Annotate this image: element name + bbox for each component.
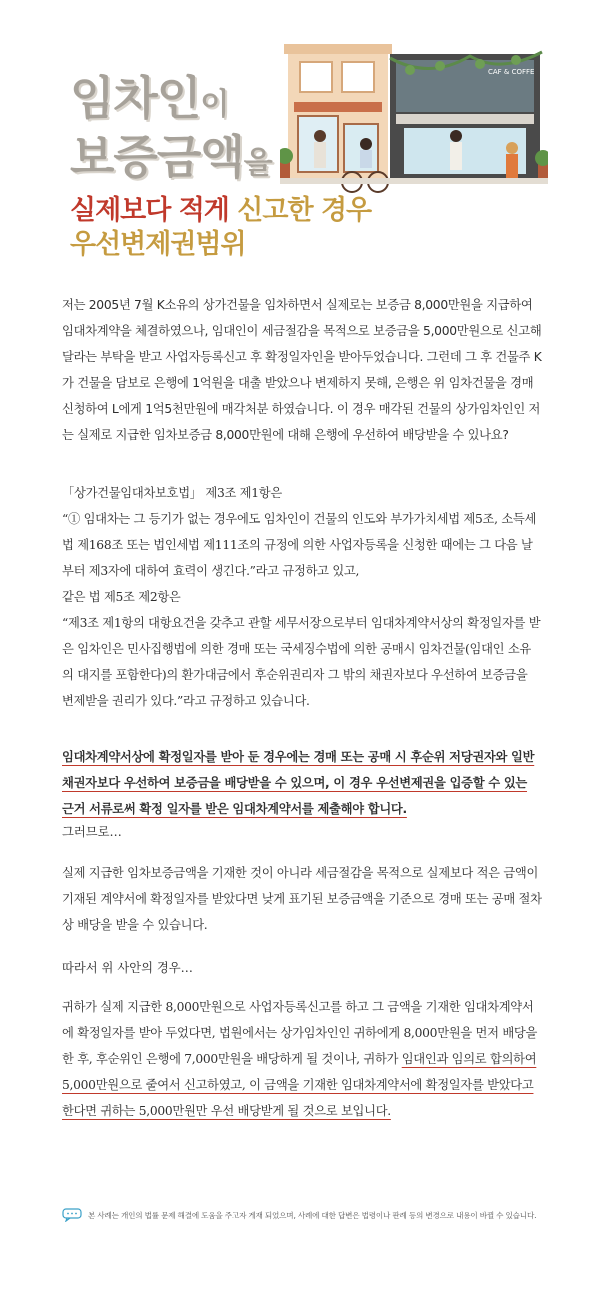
law-line-3: 같은 법 제5조 제2항은 [62, 590, 181, 604]
subtitle-line2: 우선변제권범위 [70, 229, 246, 260]
subtitle [70, 194, 371, 262]
question-paragraph: 저는 2005년 7월 K소유의 상가건물을 임차하면서 실제로는 보증금 8,000만원을 지급하여 임대차계약을 체결하였으나, 임대인이 세금절감을 목적으로 보증금을 5,000만원으로 신고해 달라는 부탁을 받고 사업자등록신고 후 확정일자인을 받아두었습니다. 그런데 그 후 건물주 K가 건물을 담보로 은행에 1억원을 대출 받았으나 변제하지 못해, 은행은 위 임차건물을 경매신청하여 L에게 1억5천만원에 매각처분 하였습니다. 이 경우 매각된 건물의 상가임차인인 저는 실제로 지급한 임차보증금 8,000만원에 대해 은행에 우선하여 배당받을 수 있나요? [62, 298, 542, 442]
speech-bubble-icon [62, 1208, 82, 1222]
case-heading: 따라서 위 사안의 경우… [62, 961, 193, 975]
subtitle-gold: 신고한 경우 [237, 195, 372, 226]
subtitle-red: 실제보다 적게 [70, 195, 238, 226]
main-title [70, 72, 272, 190]
therefore-heading: 그러므로… [62, 825, 122, 839]
conclusion-paragraph: 실제 지급한 임차보증금액을 기재한 것이 아니라 세금절감을 목적으로 실제보다 적은 금액이 기재된 계약서에 확정일자를 받았다면 낮게 표기된 보증금액을 기준으로 경매 또는 공매 절차상 배당을 받을 수 있습니다. [62, 866, 542, 932]
law-line-2: “① 임대차는 그 등기가 없는 경우에도 임차인이 건물의 인도와 부가가치세법 제5조, 소득세법 제168조 또는 법인세법 제111조의 규정에 의한 사업자등록을 신청한 때에는 그 다음 날부터 제3자에 대하여 효력이 생긴다.”라고 규정하고 있고, [62, 512, 537, 578]
title-line2: 보증금액 [70, 130, 244, 184]
law-line-1: 「상가건물임대차보호법」 제3조 제1항은 [62, 486, 282, 500]
title-line2-particle: 을 [243, 146, 272, 181]
cafe-illustration [280, 40, 548, 200]
law-citation [62, 480, 542, 714]
cafe-sign: CAF & COFFE [488, 68, 535, 76]
answer-text-b: 임대인과 임의로 합의하여 5,000만원으로 줄여서 신고하였고, 이 금액을 기재한 임대차계약서에 확정일자를 받았다고 한다면 귀하는 5,000만원만 우선 배당받게 될 것으로 보입니다. [62, 1052, 537, 1118]
footer-note [62, 1208, 536, 1222]
highlight-text: 임대차계약서상에 확정일자를 받아 둔 경우에는 경매 또는 공매 시 후순위 저당권자와 일반채권자보다 우선하여 보증금을 배당받을 수 있으며, 이 경우 우선변제권을 입증할 수 있는 근거 서류로써 확정 일자를 받은 임대차계약서를 제출해야 합니다. [62, 750, 535, 816]
footer-text: 본 사례는 개인의 법률 문제 해결에 도움을 주고자 게재 되었으며, 사례에 대한 답변은 법령이나 판례 등의 변경으로 내용이 바뀔 수 있습니다. [88, 1210, 537, 1220]
answer-text-a: 귀하가 실제 지급한 8,000만원으로 사업자등록신고를 하고 그 금액을 기재한 임대차계약서에 확정일자를 받아 두었다면, 법원에서는 상가임차인인 귀하에게 8,000만원을 먼저 배당을 한 후, 후순위인 은행에 7,000만원을 배당하게 될 것이나, 귀하가 [62, 1000, 538, 1066]
title-line1-particle: 이 [200, 87, 229, 122]
highlight-paragraph [62, 744, 542, 822]
answer-paragraph [62, 994, 542, 1124]
title-line1: 임차인 [70, 71, 201, 125]
law-line-4: “제3조 제1항의 대항요건을 갖추고 관할 세무서장으로부터 임대차계약서상의 확정일자를 받은 임차인은 민사집행법에 의한 경매 또는 국세징수법에 의한 공매시 임차건물(임대인 소유의 대지를 포함한다)의 환가대금에서 후순위권리자 그 밖의 채권자보다 우선하여 보증금을 변제받을 권리가 있다.”라고 규정하고 있습니다. [62, 616, 541, 708]
